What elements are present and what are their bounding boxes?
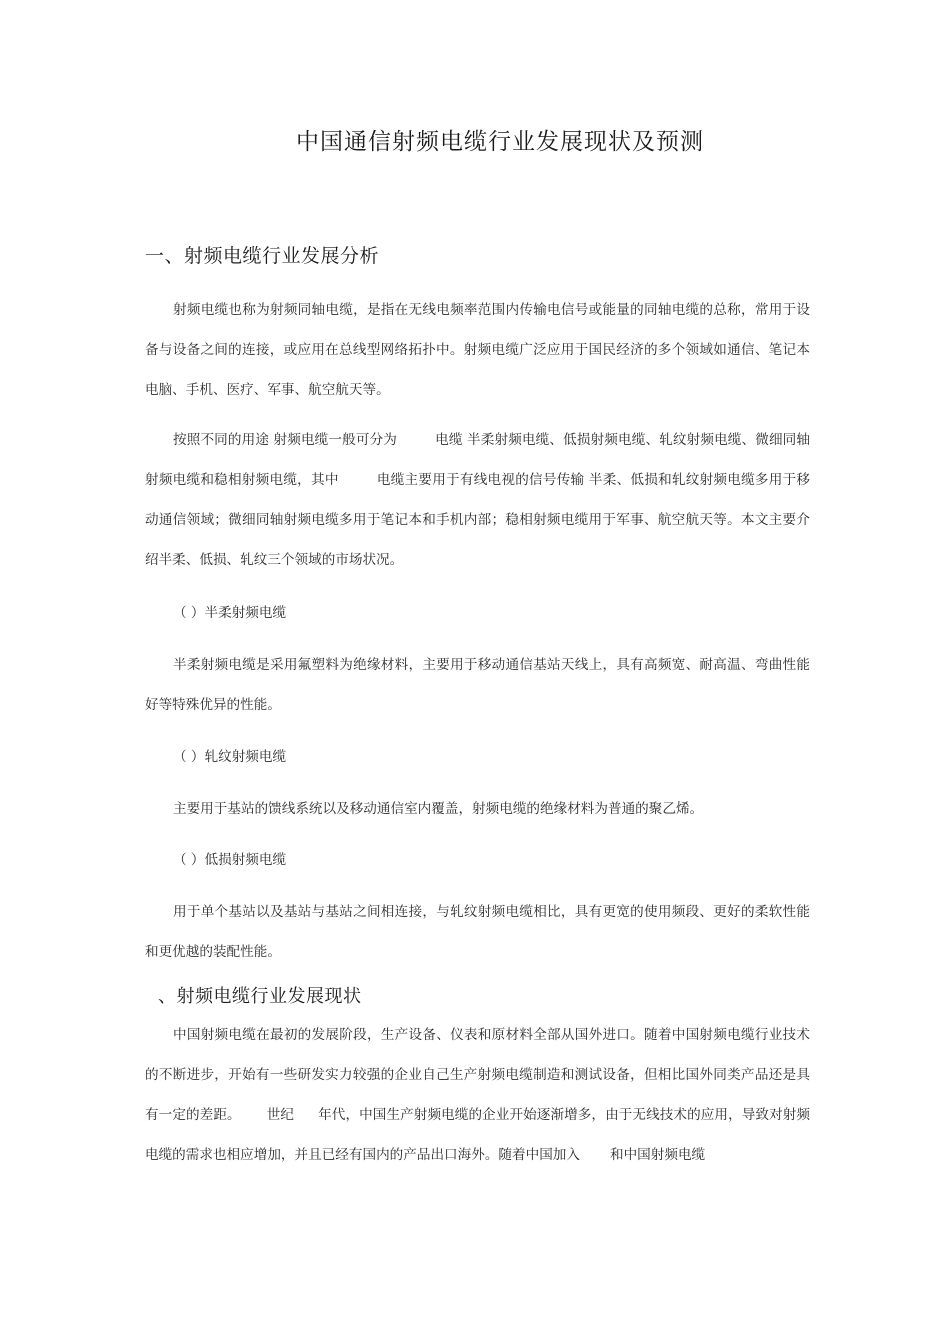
- subheading-corrugated: （ ）轧纹射频电缆: [173, 749, 287, 765]
- subheading-low-loss: （ ）低损射频电缆: [173, 852, 287, 868]
- section-heading-2: 、射频电缆行业发展现状: [158, 986, 362, 1007]
- status-text-1: 中国射频电缆在最初的发展阶段，生产设备、仪表和原材料全部从国外进口。随着中国射频电缆行业技术的不断进步，开始有一些研发实力较强的企业自己生产射频电缆制造和测试设备，但相比国外同类产品还是具有一定的差距。: [145, 1027, 810, 1123]
- paragraph-intro: 射频电缆也称为射频同轴电缆，是指在无线电频率范围内传输电信号或能量的同轴电缆的总称，常用于设备与设备之间的连接，或应用在总线型网络拓扑中。射频电缆广泛应用于国民经济的多个领域如通信、笔记本电脑、手机、医疗、军事、航空航天等。: [145, 302, 810, 398]
- status-text-2: 世纪: [266, 1107, 295, 1123]
- paragraph-corrugated: 主要用于基站的馈线系统以及移动通信室内覆盖，射频电缆的绝缘材料为普通的聚乙烯。: [173, 801, 704, 817]
- status-text-3: 年代，中国生产射频电缆的企业开始逐渐增多，由于无线技术的应用，导致对射频电缆的需求也相应增加，并且已经有国内的产品出口海外。随着中国加入: [145, 1107, 811, 1163]
- classification-text-2: 电缆 半柔射频电缆、低损射频电缆、轧纹射频电缆、微细同轴射频电缆和稳相射频电缆，其中: [145, 432, 810, 488]
- classification-text-3: 电缆主要用于有线电视的信号传输 半柔、低损和轧纹射频电缆多用于移动通信领域；微细同轴射频电缆多用于笔记本和手机内部；稳相射频电缆用于军事、航空航天等。本文主要介绍半柔、低损、轧纹三个领域的市场状况。: [145, 472, 811, 568]
- status-text-4: 和中国射频电缆: [610, 1147, 706, 1163]
- document-title: 中国通信射频电缆行业发展现状及预测: [296, 129, 704, 155]
- paragraph-semi-flexible: 半柔射频电缆是采用氟塑料为绝缘材料，主要用于移动通信基站天线上，具有高频宽、耐高温、弯曲性能好等特殊优异的性能。: [145, 657, 810, 713]
- paragraph-development-status: [145, 1015, 810, 1175]
- classification-text-1: 按照不同的用途 射频电缆一般可分为: [173, 432, 398, 448]
- section-heading-1: 一、射频电缆行业发展分析: [145, 245, 380, 267]
- paragraph-low-loss: 用于单个基站以及基站与基站之间相连接，与轧纹射频电缆相比，具有更宽的使用频段、更好的柔软性能和更优越的装配性能。: [145, 904, 810, 960]
- paragraph-classification: [145, 420, 810, 580]
- subheading-semi-flexible: （ ）半柔射频电缆: [173, 605, 287, 621]
